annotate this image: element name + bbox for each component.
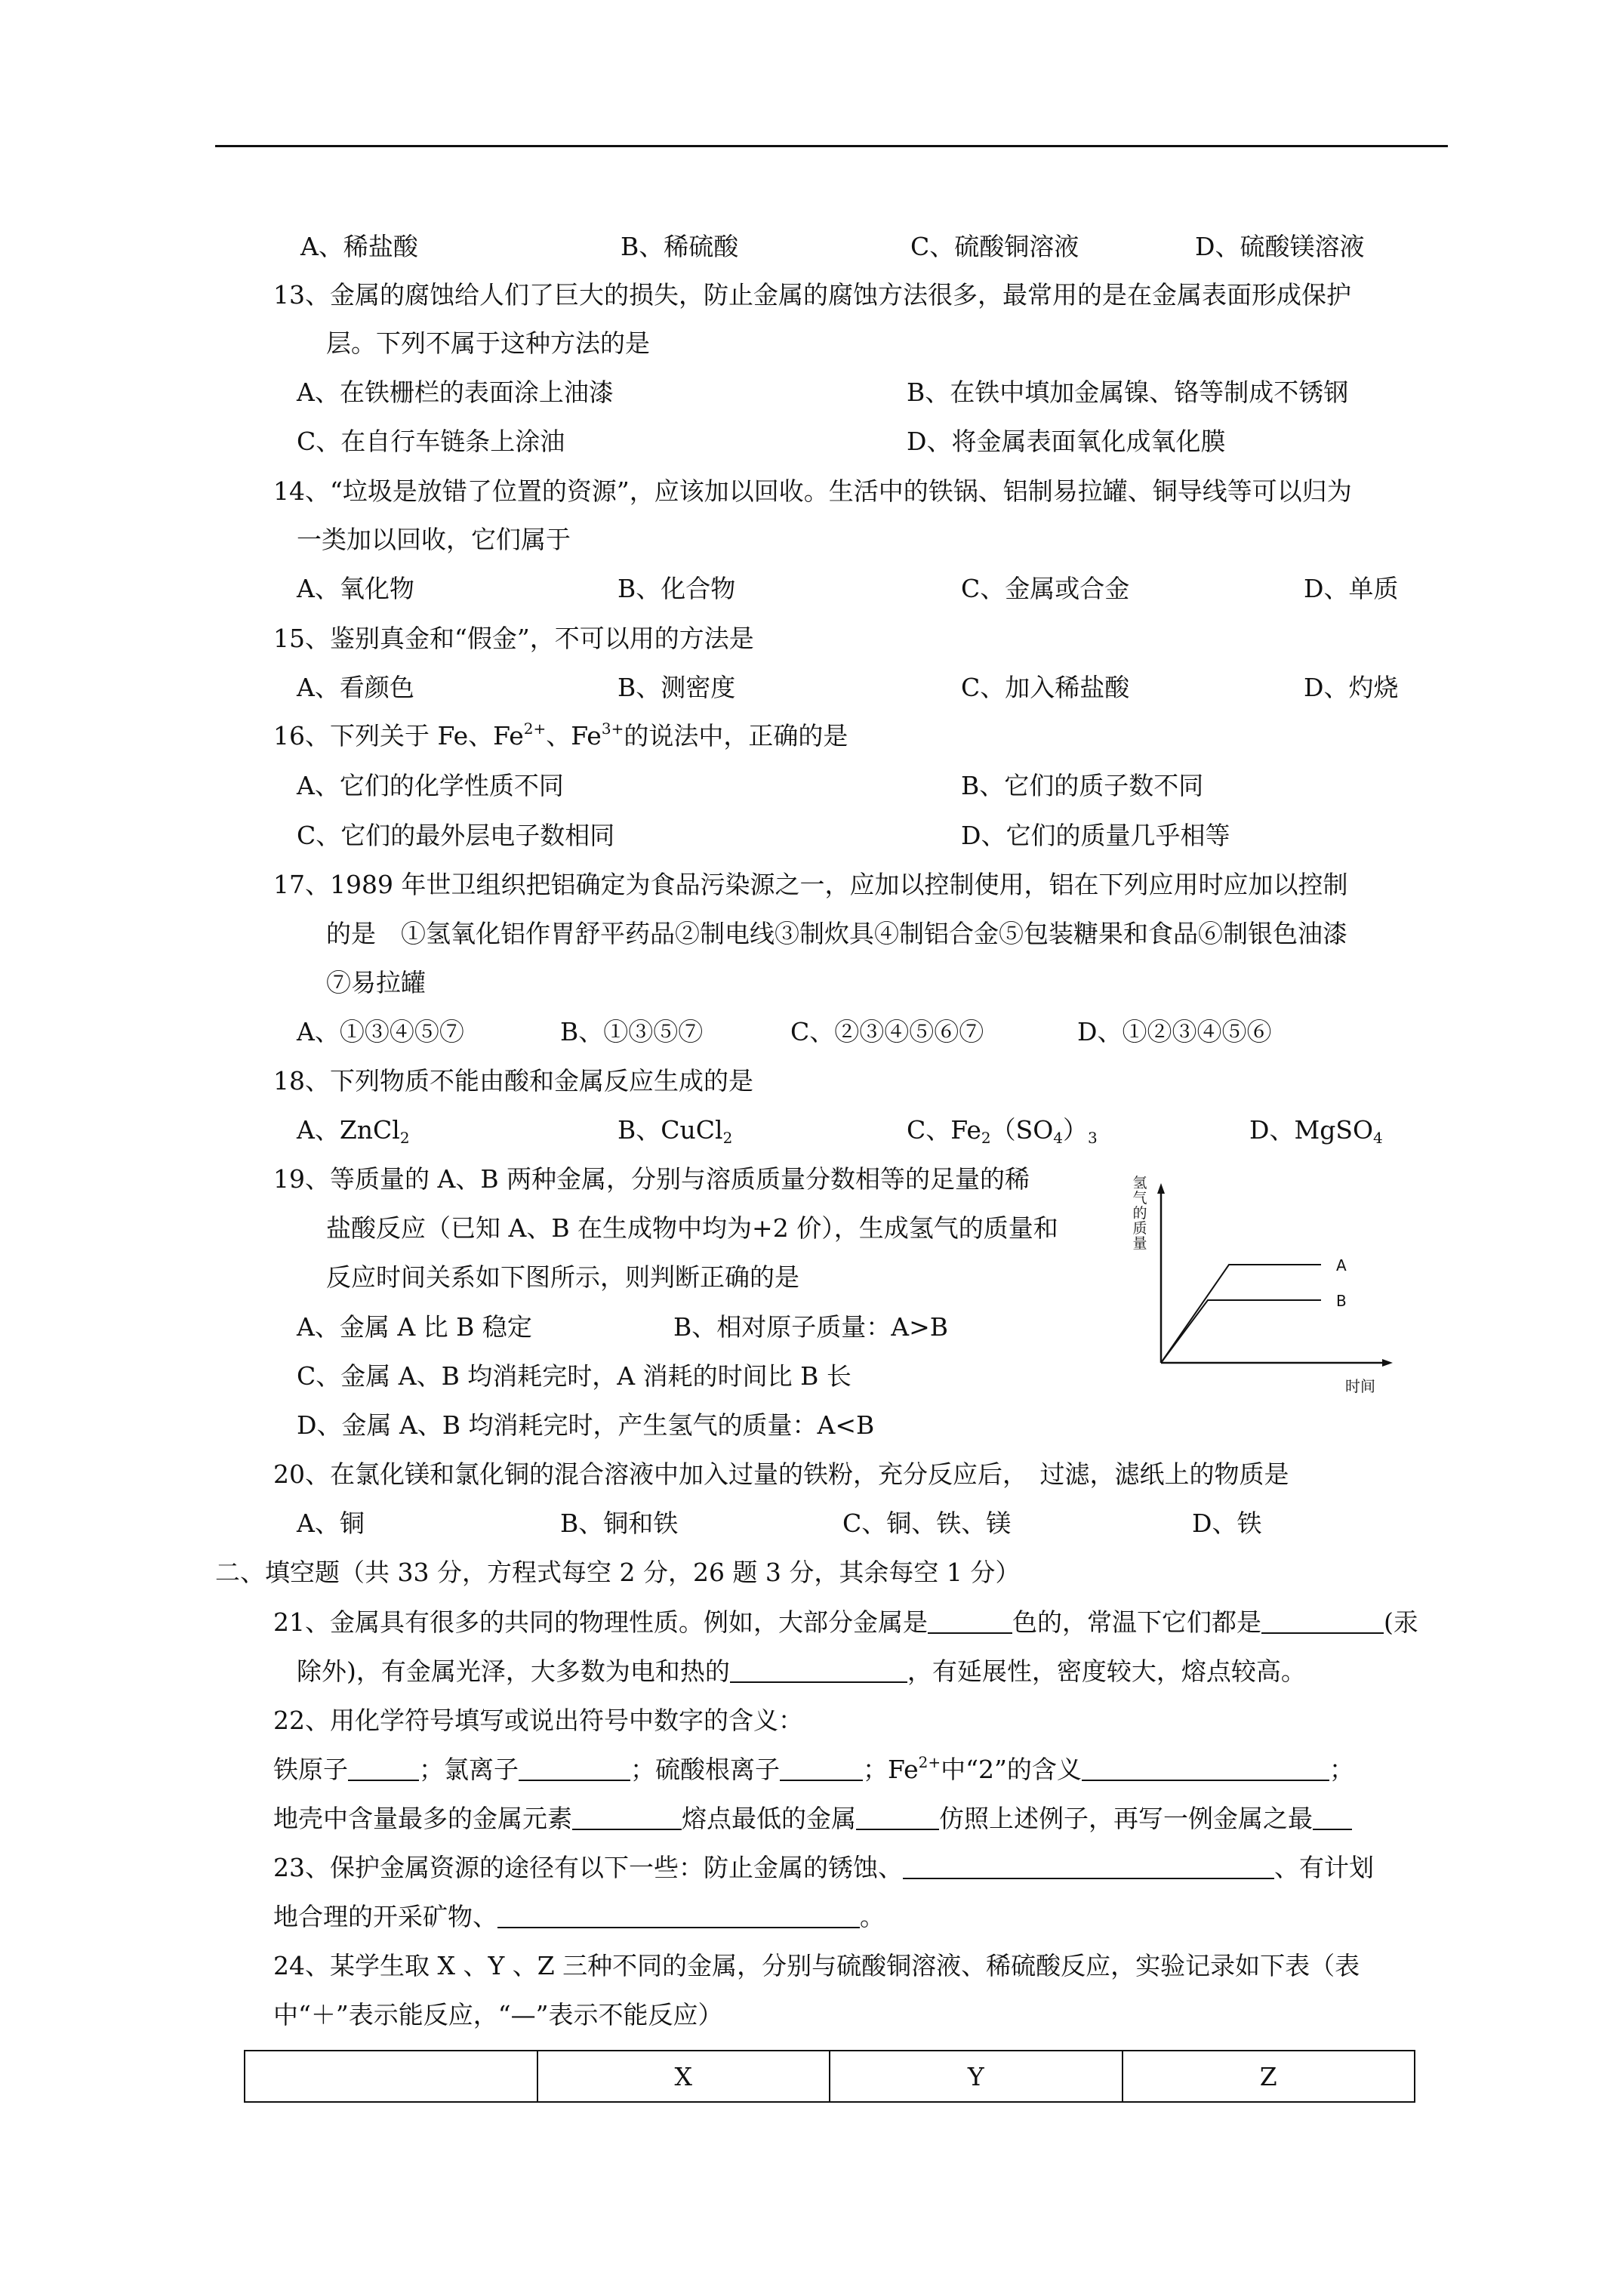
q17-stem: 17、1989 年世卫组织把铝确定为食品污染源之一，应加以控制使用，铝在下列应用时应加以控制 xyxy=(273,870,1348,899)
q14-stem-cont: 一类加以回收，它们属于 xyxy=(297,525,571,554)
q21-blank-3[interactable] xyxy=(730,1659,907,1683)
q18-option-d[interactable]: D、MgSO$_4$ xyxy=(1249,1115,1383,1147)
q13-stem: 13、金属的腐蚀给人们了巨大的损失，防止金属的腐蚀方法很多，最常用的是在金属表面形成保护 xyxy=(273,280,1351,310)
table-cell-y: Y xyxy=(830,2051,1123,2102)
q21-line1: 21、金属具有很多的共同的物理性质。例如，大部分金属是 色的，常温下它们都是 (汞 xyxy=(273,1607,1418,1637)
q14-option-a[interactable]: A、氧化物 xyxy=(297,574,414,603)
q18-option-a[interactable]: A、ZnCl$_2$ xyxy=(297,1115,410,1147)
q22-line1: 铁原子 ；氯离子 ；硫酸根离子 ；$Fe^{2+}$中“2”的含义 ； xyxy=(273,1753,1354,1784)
q17-option-a[interactable]: A、①③④⑤⑦ xyxy=(297,1017,464,1046)
q24-stem-cont: 中“＋”表示能反应，“—”表示不能反应） xyxy=(273,2000,723,2029)
section2-heading: 二、填空题（共 33 分，方程式每空 2 分，26 题 3 分，其余每空 1 分） xyxy=(215,1558,1021,1587)
y-label-char: 质 xyxy=(1132,1220,1147,1237)
header-rule xyxy=(215,145,1448,147)
q19-option-d[interactable]: D、金属 A、B 均消耗完时，产生氢气的质量：A<B xyxy=(297,1410,875,1440)
graph-y-label xyxy=(1132,1175,1147,1252)
q19-option-a[interactable]: A、金属 A 比 B 稳定 xyxy=(297,1312,532,1342)
q13-option-d[interactable]: D、将金属表面氧化成氧化膜 xyxy=(907,427,1226,456)
q19-option-c[interactable]: C、金属 A、B 均消耗完时，A 消耗的时间比 B 长 xyxy=(297,1361,852,1391)
q22-blank-sulfate-ion[interactable] xyxy=(780,1757,863,1781)
series-b-label: B xyxy=(1336,1292,1347,1310)
q21-blank-1[interactable] xyxy=(928,1610,1012,1634)
q22-blank-meaning[interactable] xyxy=(1082,1757,1329,1781)
q22-blank-iron-atom[interactable] xyxy=(348,1757,419,1781)
q18-option-b[interactable]: B、CuCl$_2$ xyxy=(617,1115,733,1147)
q16-option-a[interactable]: A、它们的化学性质不同 xyxy=(297,771,564,800)
q19-option-b[interactable]: B、相对原子质量：A>B xyxy=(673,1312,948,1342)
q22-blank-crust-metal[interactable] xyxy=(572,1806,682,1830)
q22-stem: 22、用化学符号填写或说出符号中数字的含义： xyxy=(273,1706,803,1735)
q19-graph xyxy=(1132,1174,1404,1408)
q12-option-d[interactable]: D、硫酸镁溶液 xyxy=(1195,232,1365,261)
q15-option-b[interactable]: B、测密度 xyxy=(617,673,736,702)
q13-option-b[interactable]: B、在铁中填加金属镍、铬等制成不锈钢 xyxy=(907,378,1349,407)
q21-line2: 除外)，有金属光泽，大多数为电和热的 ，有延展性，密度较大，熔点较高。 xyxy=(297,1657,1306,1686)
q24-stem: 24、某学生取 X 、Y 、Z 三种不同的金属，分别与硫酸铜溶液、稀硫酸反应，实验记录如下表（表 xyxy=(273,1951,1360,1980)
q22-blank-chloride-ion[interactable] xyxy=(519,1757,630,1781)
q24-table xyxy=(244,2050,1415,2103)
table-cell-x: X xyxy=(537,2051,830,2102)
q20-option-a[interactable]: A、铜 xyxy=(297,1509,365,1538)
table-cell-z: Z xyxy=(1123,2051,1415,2102)
table-header-row xyxy=(245,2051,1415,2102)
q14-option-d[interactable]: D、单质 xyxy=(1304,574,1399,603)
q16-option-c[interactable]: C、它们的最外层电子数相同 xyxy=(297,821,615,850)
q20-stem: 20、在氯化镁和氯化铜的混合溶液中加入过量的铁粉，充分反应后， 过滤，滤纸上的物质是 xyxy=(273,1459,1289,1489)
q14-stem: 14、“垃圾是放错了位置的资源”，应该加以回收。生活中的铁锅、铝制易拉罐、铜导线等可以归为 xyxy=(273,476,1352,506)
q20-option-b[interactable]: B、铜和铁 xyxy=(560,1509,679,1538)
q17-option-c[interactable]: C、②③④⑤⑥⑦ xyxy=(790,1017,984,1046)
q16-option-d[interactable]: D、它们的质量几乎相等 xyxy=(961,821,1230,850)
q13-option-c[interactable]: C、在自行车链条上涂油 xyxy=(297,427,565,456)
q19-stem-cont: 盐酸反应（已知 A、B 在生成物中均为+2 价），生成氢气的质量和 xyxy=(326,1213,1058,1243)
q22-line2: 地壳中含量最多的金属元素 熔点最低的金属 仿照上述例子，再写一例金属之最 xyxy=(273,1806,1352,1831)
q18-option-c[interactable]: C、$Fe_2(SO_4)_3$ xyxy=(907,1115,1098,1147)
q17-stem-cont: 的是 ①氢氧化铝作胃舒平药品②制电线③制炊具④制铝合金⑤包装糖果和食品⑥制银色油漆 xyxy=(326,919,1347,948)
q14-option-c[interactable]: C、金属或合金 xyxy=(961,574,1130,603)
q12-option-a[interactable]: A、稀盐酸 xyxy=(300,232,418,261)
series-b-line xyxy=(1161,1300,1321,1363)
q15-option-d[interactable]: D、灼烧 xyxy=(1304,673,1399,702)
series-a-line xyxy=(1161,1265,1321,1363)
q15-stem: 15、鉴别真金和“假金”，不可以用的方法是 xyxy=(273,624,754,653)
q20-option-d[interactable]: D、铁 xyxy=(1192,1509,1262,1538)
q23-blank-2[interactable] xyxy=(497,1904,860,1928)
q23-line1: 23、保护金属资源的途径有以下一些：防止金属的锈蚀、 、有计划 xyxy=(273,1853,1374,1882)
q12-option-b[interactable]: B、稀硫酸 xyxy=(621,232,739,261)
q15-option-a[interactable]: A、看颜色 xyxy=(297,673,414,702)
q19-stem-cont2: 反应时间关系如下图所示，则判断正确的是 xyxy=(326,1262,799,1292)
y-label-char: 量 xyxy=(1132,1235,1147,1252)
q15-option-c[interactable]: C、加入稀盐酸 xyxy=(961,673,1130,702)
q21-blank-2[interactable] xyxy=(1261,1610,1384,1634)
table-cell xyxy=(245,2051,537,2102)
q20-option-c[interactable]: C、铜、铁、镁 xyxy=(842,1509,1012,1538)
q17-stem-cont2: ⑦易拉罐 xyxy=(326,968,426,997)
q22-blank-metal-extreme[interactable] xyxy=(1313,1806,1352,1830)
q16-option-b[interactable]: B、它们的质子数不同 xyxy=(961,771,1204,800)
y-label-char: 的 xyxy=(1132,1205,1147,1222)
q17-option-b[interactable]: B、①③⑤⑦ xyxy=(560,1017,704,1046)
q17-option-d[interactable]: D、①②③④⑤⑥ xyxy=(1077,1017,1272,1046)
x-axis-arrow xyxy=(1382,1359,1393,1367)
q23-line2: 地合理的开采矿物、 。 xyxy=(273,1902,885,1931)
y-label-char: 氢 xyxy=(1132,1175,1147,1191)
q19-stem: 19、等质量的 A、B 两种金属，分别与溶质质量分数相等的足量的稀 xyxy=(273,1164,1030,1194)
q16-stem: 16、下列关于 Fe、$Fe^{2+}$、$Fe^{3+}$的说法中，正确的是 xyxy=(273,720,848,750)
y-axis-arrow xyxy=(1157,1183,1165,1194)
y-label-char: 气 xyxy=(1132,1190,1147,1207)
q13-stem-cont: 层。下列不属于这种方法的是 xyxy=(326,328,650,358)
q13-option-a[interactable]: A、在铁栅栏的表面涂上油漆 xyxy=(297,378,614,407)
q22-blank-lowest-mp[interactable] xyxy=(856,1806,939,1830)
q14-option-b[interactable]: B、化合物 xyxy=(617,574,736,603)
q12-option-c[interactable]: C、硫酸铜溶液 xyxy=(910,232,1079,261)
q18-stem: 18、下列物质不能由酸和金属反应生成的是 xyxy=(273,1066,753,1096)
series-a-label: A xyxy=(1336,1256,1347,1274)
graph-x-label: 时间 xyxy=(1345,1377,1375,1395)
q23-blank-1[interactable] xyxy=(903,1855,1274,1879)
